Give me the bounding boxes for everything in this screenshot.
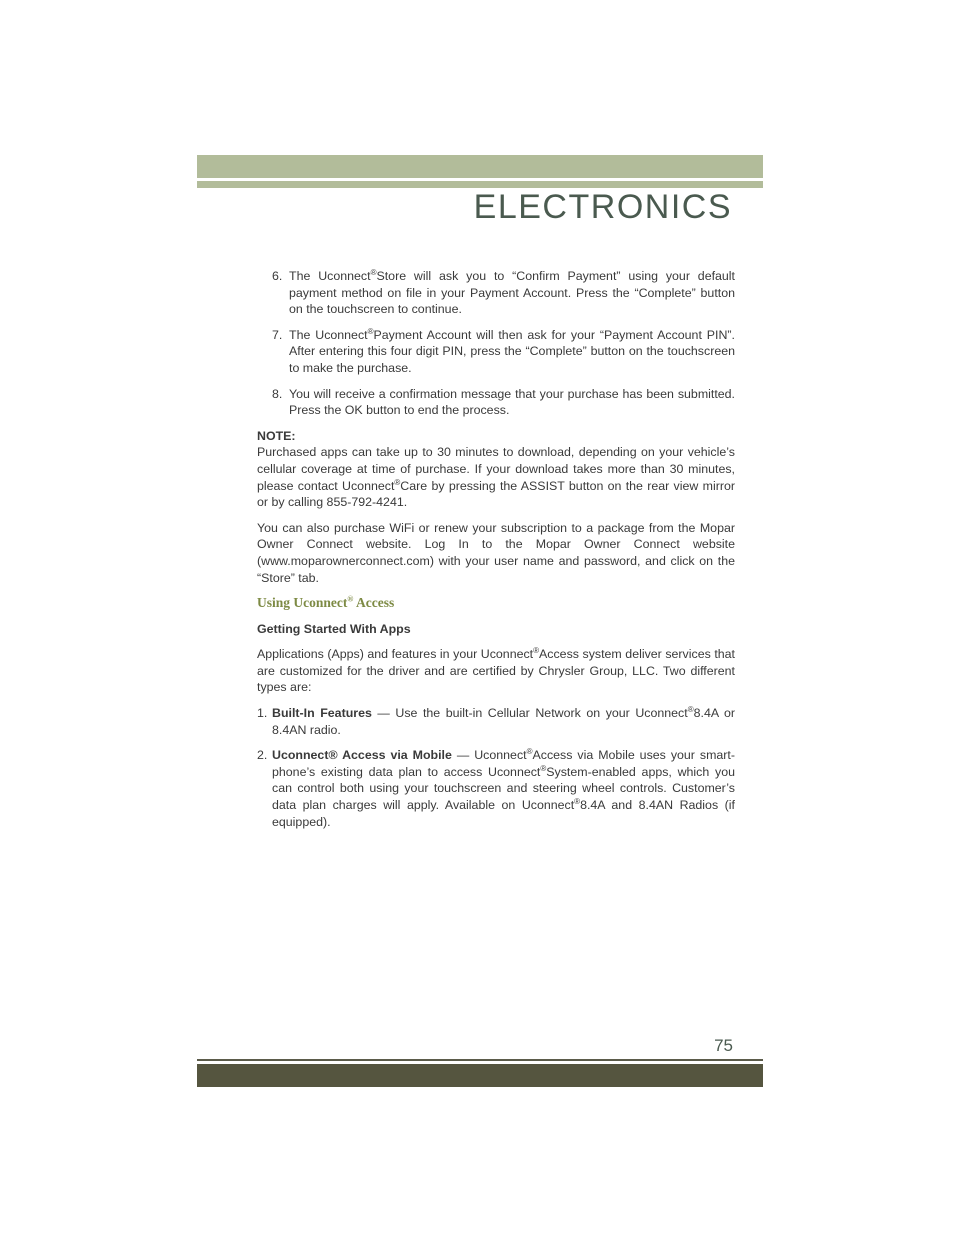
registered-mark: ® <box>687 704 694 714</box>
heading-part: Using Uconnect <box>257 595 348 611</box>
step-number: 6. <box>272 269 283 283</box>
step-text-part: The Uconnect <box>289 327 368 342</box>
list-text-part: 8.4A or 8.4AN radio. <box>272 706 735 737</box>
step-text <box>289 327 735 377</box>
list-number: 2. <box>257 748 268 763</box>
note-text-part: Purchased apps can take up to 30 minutes to download, depending on your vehicle’s cellular coverage at time of purchase. If your download takes more than 30 minutes, please contact Uconnect <box>257 445 735 493</box>
intro-part: Applications (Apps) and features in your Uconnect <box>257 647 534 662</box>
list-text-part: System-enabled apps, which you can control both using your touchscreen and steering wheel controls. Customer’s data plan charges will apply. Available on Uconnect <box>272 764 735 813</box>
registered-mark: ® <box>394 477 401 487</box>
list-item-mobile <box>257 747 735 830</box>
step-8 <box>272 386 735 419</box>
step-7 <box>272 327 735 377</box>
intro-paragraph <box>257 646 735 696</box>
footer-bar <box>197 1064 763 1087</box>
header-bar <box>197 155 763 178</box>
footer-line <box>197 1059 763 1061</box>
registered-mark: ® <box>347 594 354 604</box>
intro-part: Access system deliver services that are customized for the driver and are certified by Chrysler Group, LLC. Two different types are: <box>257 647 736 695</box>
note-text <box>257 444 735 510</box>
section-heading <box>257 595 735 612</box>
list-text-part: — Use the built-in Cellular Network on your Uconnect <box>371 706 688 721</box>
registered-mark: ® <box>533 646 540 656</box>
heading-part: Access <box>353 595 395 611</box>
list-title: Built-In Features <box>272 706 372 721</box>
header-rule <box>197 181 763 188</box>
step-text-part: Payment Account will then ask for your “Payment Account PIN”. After entering this four digit PIN, press the “Complete” button on the touchscreen to make the purchase. <box>289 327 736 375</box>
page-content <box>257 268 735 839</box>
registered-mark: ® <box>574 796 581 806</box>
list-item-built-in <box>257 705 735 738</box>
step-number: 7. <box>272 327 283 342</box>
note-label: NOTE: <box>257 428 296 443</box>
registered-mark: ® <box>370 267 377 277</box>
step-6 <box>272 268 735 318</box>
step-text: You will receive a confirmation message that your purchase has been submitted. Press the OK button to end the process. <box>289 386 735 418</box>
list-text-part: 8.4A and 8.4AN Radios (if equipped). <box>272 798 735 829</box>
registered-mark: ® <box>540 763 547 773</box>
list-title: Uconnect® Access via Mobile <box>272 748 452 763</box>
step-number: 8. <box>272 386 283 401</box>
page-number: 75 <box>714 1036 733 1055</box>
note-text-part: Care by pressing the ASSIST button on the rear view mirror or by calling 855-792-4241. <box>257 478 735 510</box>
list-text <box>272 747 735 830</box>
list-text <box>272 705 735 738</box>
wifi-paragraph: You can also purchase WiFi or renew your subscription to a package from the Mopar Owner Connect website. Log In to the Mopar Owner Connect website (www.moparownerconnect.com) with your user name and password, and click on the “Store” tab. <box>257 520 735 585</box>
list-text-part: — Uconnect <box>451 748 527 763</box>
list-number: 1. <box>257 706 268 721</box>
step-text-part: The Uconnect <box>289 269 371 283</box>
registered-mark: ® <box>367 326 374 336</box>
step-text-part: Store will ask you to “Confirm Payment” using your default payment method on file in your Payment Account. Press the “Complete” button on the touchscreen to continue. <box>289 269 736 317</box>
list-text-part: Access via Mobile uses your smart-phone’s existing data plan to access Uconnect <box>272 748 736 779</box>
sub-heading: Getting Started With Apps <box>257 621 411 636</box>
step-text <box>289 268 735 318</box>
section-title: ELECTRONICS <box>473 188 732 226</box>
registered-mark: ® <box>526 747 533 757</box>
